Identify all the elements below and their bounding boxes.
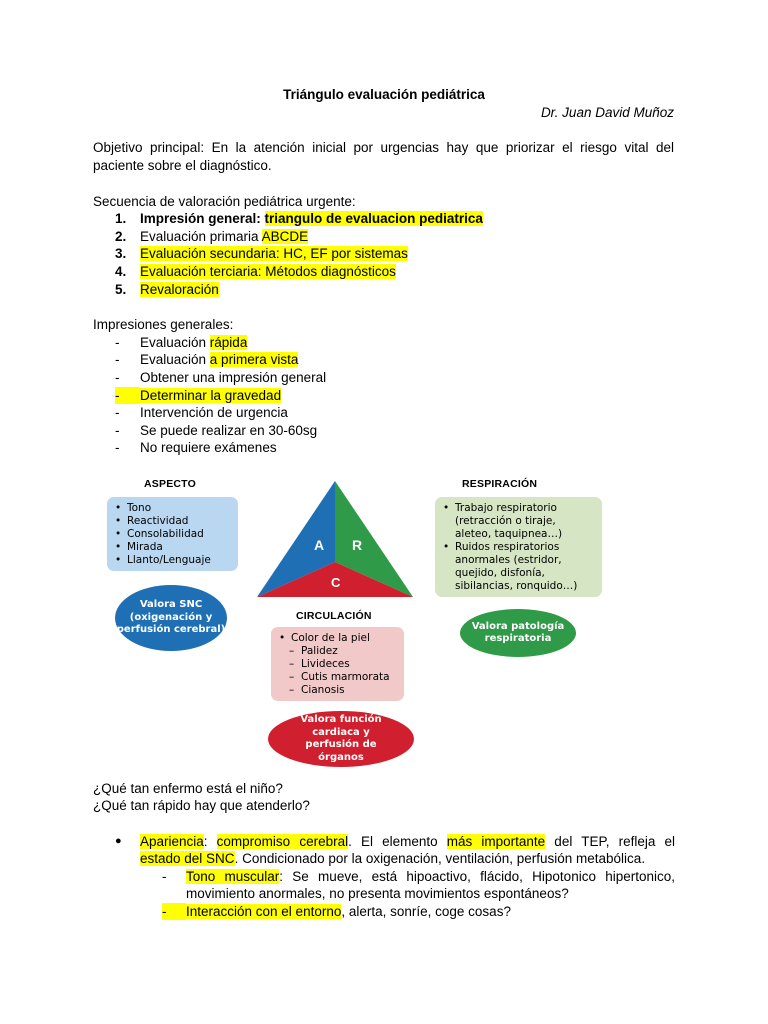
document-title: Triángulo evaluación pediátrica <box>283 87 485 102</box>
circulacion-subitem: – Cianosis <box>279 684 396 697</box>
aspecto-item: • Consolabilidad <box>115 528 230 541</box>
respiracion-oval: Valora patología respiratoria <box>460 609 576 657</box>
list-item <box>140 334 247 351</box>
list-item: Obtener una impresión general <box>140 370 327 385</box>
item-text: Evaluación <box>140 352 210 367</box>
circulacion-oval: Valora función cardiaca y perfusión de órganos <box>268 711 414 767</box>
tono-line2: movimiento anormales, no presenta movimientos espontáneos? <box>186 886 569 901</box>
aspecto-item: • Mirada <box>115 541 230 554</box>
dash-marker: - <box>115 440 120 455</box>
list-item: No requiere exámenes <box>140 440 277 455</box>
impressions-heading: Impresiones generales: <box>93 317 234 332</box>
item-highlight: a primera vista <box>209 352 299 367</box>
dash-marker: - <box>115 370 120 385</box>
list-number: 1. <box>115 211 127 226</box>
list-item <box>140 263 396 280</box>
dash-marker: - <box>115 387 140 404</box>
list-item: Intervención de urgencia <box>140 405 288 420</box>
abc-triangle <box>254 478 416 600</box>
item-highlight: Evaluación secundaria: HC, EF por sistemas <box>140 246 408 261</box>
triangle-letter-c: C <box>331 575 341 590</box>
item-text: Evaluación primaria <box>140 229 262 244</box>
tono-line1: Tono muscular: Se mueve, está hipoactivo, flácido, Hipotonico hipertonico, <box>186 869 675 884</box>
question: ¿Qué tan enfermo está el niño? <box>93 781 283 796</box>
circulacion-label: CIRCULACIÓN <box>296 610 372 622</box>
apariencia-line2: estado del SNC. Condicionado por la oxigenación, ventilación, perfusión metabólica. <box>140 851 646 866</box>
item-highlight: triangulo de evaluacion pediatrica <box>264 211 483 226</box>
interaccion-line: Interacción con el entorno, alerta, sonríe, coge cosas? <box>186 904 511 919</box>
item-highlight: ABCDE <box>261 229 309 244</box>
item-text: Evaluación <box>140 335 210 350</box>
aspecto-item: • Reactividad <box>115 515 230 528</box>
aspecto-item: • Llanto/Lenguaje <box>115 554 230 567</box>
item-text: Impresión general: <box>140 211 265 226</box>
list-number: 2. <box>115 229 127 244</box>
list-item <box>140 210 483 227</box>
dash-marker: - <box>115 405 120 420</box>
circulacion-box <box>271 627 404 701</box>
triangle-letter-a: A <box>314 537 325 553</box>
circulacion-item: • Color de la piel <box>279 632 396 645</box>
list-number: 4. <box>115 264 127 279</box>
list-item <box>140 281 219 298</box>
aspecto-box <box>107 497 238 571</box>
list-item <box>140 387 281 404</box>
objective-paragraph: Objetivo principal: En la atención inicial por urgencias hay que priorizar el riesgo vital del paciente sobre el diagnóstico. <box>93 140 674 173</box>
question: ¿Qué tan rápido hay que atenderlo? <box>93 798 310 813</box>
dash-marker: - <box>162 903 186 920</box>
list-item: Se puede realizar en 30-60sg <box>140 423 318 438</box>
dash-marker: - <box>115 423 120 438</box>
respiracion-item: • Ruidos respiratorios anormales (estridor, quejido, disfonía, sibilancias, ronquido…) <box>443 541 594 593</box>
circulacion-subitem: – Livideces <box>279 658 396 671</box>
aspecto-oval: Valora SNC (oxigenación y perfusión cerebral) <box>115 585 227 651</box>
list-number: 5. <box>115 282 127 297</box>
circulacion-subitem: – Cutis marmorata <box>279 671 396 684</box>
dash-marker: - <box>162 869 167 884</box>
respiracion-item: • Trabajo respiratorio (retracción o tiraje, aleteo, taquipnea…) <box>443 502 594 541</box>
circulacion-subitem: – Palidez <box>279 645 396 658</box>
list-item <box>140 228 308 245</box>
item-highlight: rápida <box>209 335 248 350</box>
triangle-letter-r: R <box>352 537 363 553</box>
item-highlight: Evaluación terciaria: Métodos diagnósticos <box>140 264 396 279</box>
item-highlight: Revaloración <box>140 282 219 297</box>
apariencia-line1: Apariencia: compromiso cerebral. El elemento más importante del TEP, refleja el <box>140 834 675 849</box>
dash-marker: - <box>115 352 120 367</box>
respiracion-label: RESPIRACIÓN <box>462 478 538 490</box>
list-number: 3. <box>115 246 127 261</box>
item-highlight: Determinar la gravedad <box>140 388 282 403</box>
dash-marker: - <box>115 335 120 350</box>
aspecto-item: • Tono <box>115 502 230 515</box>
bullet-marker: ● <box>115 835 122 847</box>
list-item <box>140 351 298 368</box>
aspecto-label: ASPECTO <box>144 478 196 490</box>
respiracion-box <box>435 497 602 597</box>
list-item <box>140 245 408 262</box>
document-author: Dr. Juan David Muñoz <box>540 105 674 120</box>
sequence-heading: Secuencia de valoración pediátrica urgente: <box>93 194 356 209</box>
